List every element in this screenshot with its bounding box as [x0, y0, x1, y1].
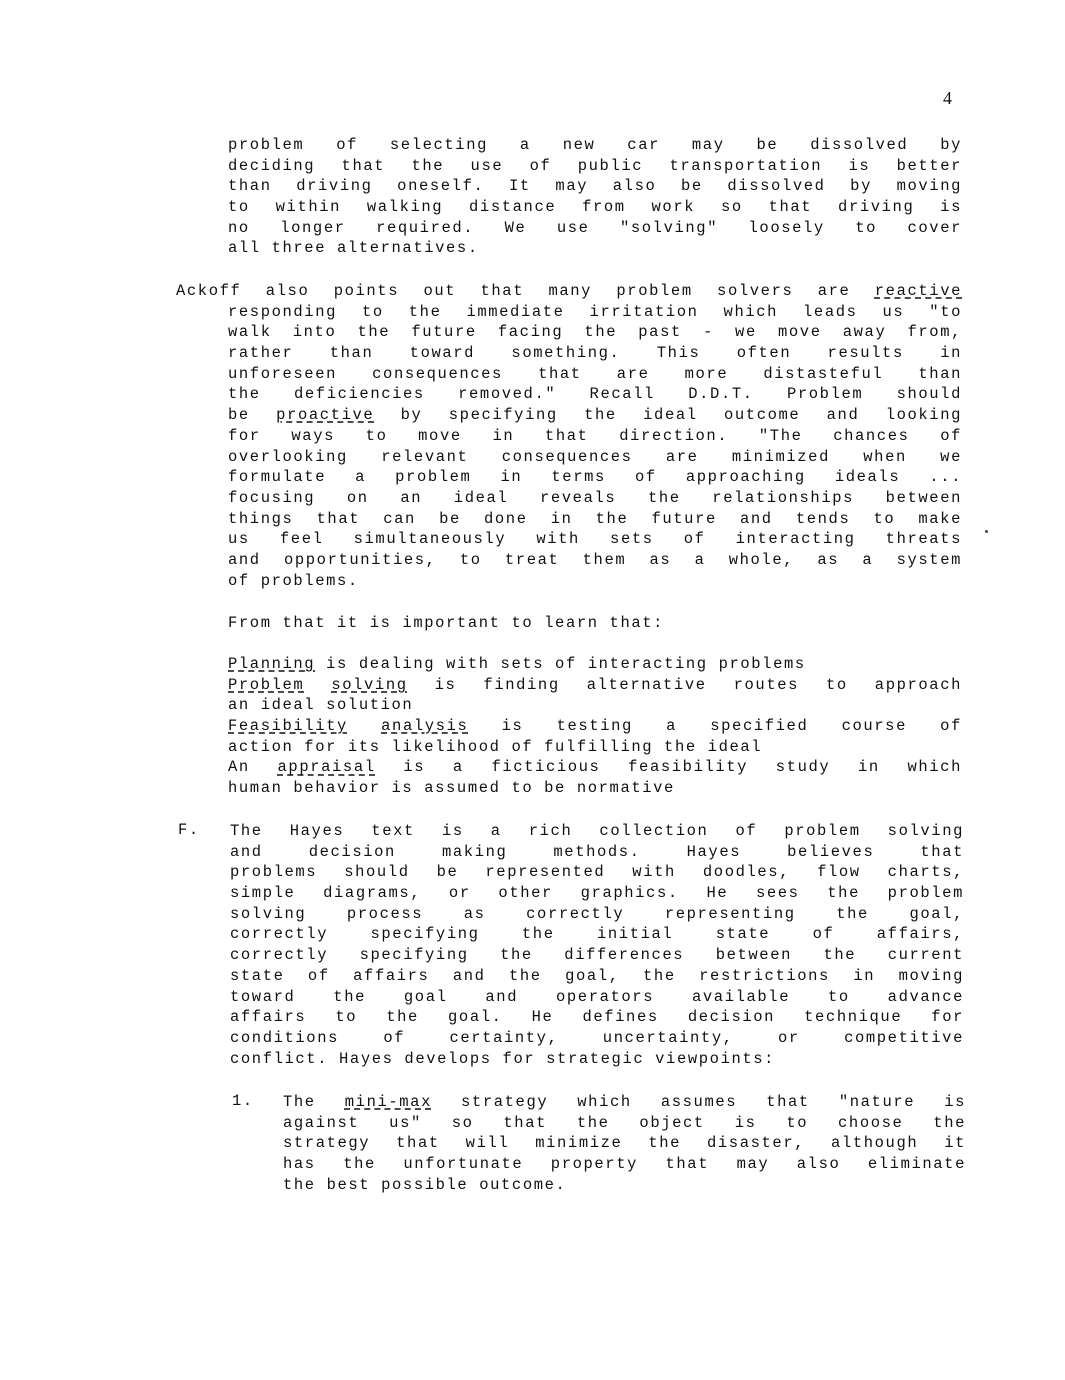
definitions-list	[228, 654, 962, 799]
text-line: focusing on an ideal reveals the relationships between	[228, 488, 962, 507]
text-line: The Hayes text is a rich collection of problem solving	[230, 822, 964, 840]
text-line: unforeseen consequences that are more distasteful than	[228, 364, 962, 383]
text-line: responding to the immediate irritation which leads us "to	[228, 302, 962, 321]
text-line: walk into the future facing the past - we move away from,	[228, 323, 962, 342]
text-line: no longer required. We use "solving" loosely to cover	[228, 218, 962, 237]
text-line: be proactive by specifying the ideal outcome and looking	[228, 406, 963, 425]
term-reactive: reactive	[874, 282, 962, 300]
term-appraisal: appraisal	[277, 758, 376, 777]
text-line: has the unfortunate property that may also eliminate	[283, 1155, 966, 1174]
term-proactive: proactive	[276, 406, 375, 425]
text-line: rather than toward something. This often results in	[228, 344, 962, 363]
paragraph-from	[228, 613, 962, 634]
text-line: for ways to move in that direction. "The chances of	[228, 426, 962, 445]
paragraph-ackoff-body	[228, 302, 962, 592]
text-line: things that can be done in the future and tends to make	[228, 509, 962, 528]
text-line: of problems.	[228, 571, 359, 590]
term-mini-max: mini-max	[344, 1093, 432, 1111]
text-line: action for its likelihood of fulfilling the ideal	[228, 737, 763, 756]
text-line: Ackoff also points out that many problem solvers are reactive	[176, 282, 962, 300]
text-line: overlooking relevant consequences are minimized when we	[228, 447, 962, 466]
text-line: deciding that the use of public transportation is better	[228, 156, 962, 175]
text-line: the deficiencies removed." Recall D.D.T. Problem should	[228, 385, 962, 404]
scan-speck	[985, 530, 988, 533]
text-line: and decision making methods. Hayes believes that	[230, 842, 964, 861]
term-planning: Planning	[228, 655, 316, 673]
term-solving: solving	[331, 675, 408, 694]
text-line: solving process as correctly representing the goal,	[230, 904, 964, 923]
text-line: The mini-max strategy which assumes that "nature is	[283, 1093, 966, 1111]
text-line: to within walking distance from work so that driving is	[228, 198, 962, 217]
section-label-f: F.	[178, 821, 200, 839]
text-line: problems should be represented with doodles, flow charts,	[230, 863, 964, 882]
definition-feasibility: Feasibility analysis is testing a specified course of	[228, 717, 962, 736]
item-1	[283, 1092, 966, 1195]
text-line: correctly specifying the differences between the current	[230, 946, 964, 965]
text-line: and opportunities, to treat them as a whole, as a system	[228, 550, 962, 569]
term-feasibility: Feasibility	[228, 717, 348, 736]
definition-problem-solving: Problem solving is finding alternative routes to approach	[228, 675, 963, 694]
paragraph-ackoff	[176, 281, 962, 302]
definition-appraisal: An appraisal is a ficticious feasibility study in which	[228, 758, 962, 777]
text-line: problem of selecting a new car may be dissolved by	[228, 136, 962, 154]
text-line: against us" so that the object is to choose the	[283, 1113, 966, 1132]
section-f	[230, 821, 964, 1069]
text-line: human behavior is assumed to be normative	[228, 779, 675, 798]
text-line: the best possible outcome.	[283, 1175, 567, 1194]
text-line: From that it is important to learn that:	[228, 614, 665, 632]
item-label-1: 1.	[232, 1092, 254, 1110]
text-line: affairs to the goal. He defines decision technique for	[230, 1008, 964, 1027]
text-line: strategy that will minimize the disaster, although it	[283, 1134, 966, 1153]
text-line: simple diagrams, or other graphics. He sees the problem	[230, 884, 964, 903]
text-line: us feel simultaneously with sets of interacting threats	[228, 530, 962, 549]
text-line: than driving oneself. It may also be dissolved by moving	[228, 177, 962, 196]
text-line: formulate a problem in terms of approaching ideals ...	[228, 468, 962, 487]
page-number: 4	[943, 88, 952, 108]
term-problem: Problem	[228, 675, 305, 694]
text-line: all three alternatives.	[228, 239, 479, 258]
term-analysis: analysis	[381, 717, 469, 736]
text-line: correctly specifying the initial state of affairs,	[230, 925, 964, 944]
paragraph-intro	[228, 135, 962, 259]
text-line: toward the goal and operators available to advance	[230, 987, 964, 1006]
definition-planning: Planning is dealing with sets of interacting problems	[228, 655, 806, 673]
text-line: conflict. Hayes develops for strategic viewpoints:	[230, 1049, 776, 1068]
text-line: state of affairs and the goal, the restrictions in moving	[230, 966, 964, 985]
text-line: an ideal solution	[228, 696, 414, 715]
text-line: conditions of certainty, uncertainty, or competitive	[230, 1028, 964, 1047]
